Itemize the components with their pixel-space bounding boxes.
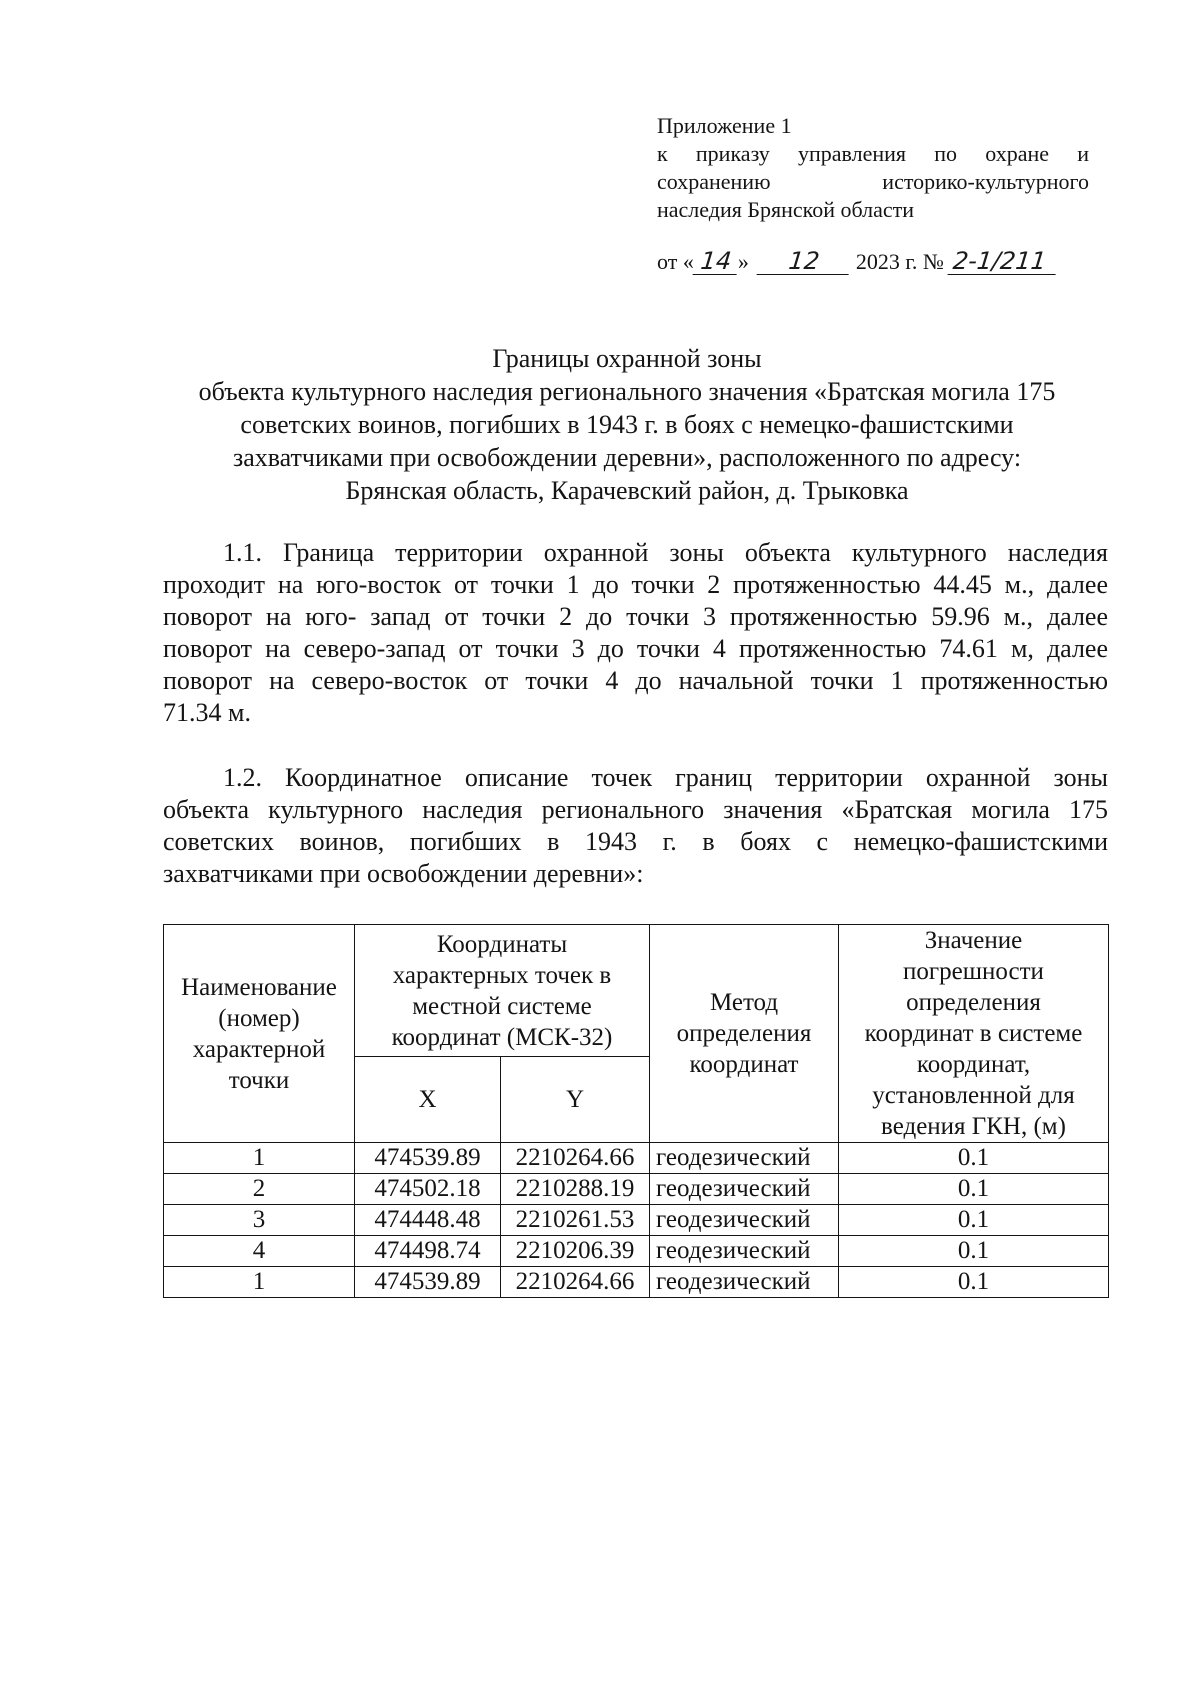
handwritten-day: 14 (692, 248, 739, 275)
cell-y: 2210264.66 (501, 1267, 650, 1298)
cell-point: 1 (164, 1267, 355, 1298)
cell-method: геодезический (650, 1205, 839, 1236)
paragraph-line: поворот на северо-восток от точки 4 до начальной точки 1 протяженностью (163, 666, 1108, 695)
title-line: советских воинов, погибших в 1943 г. в боях с немецко-фашистскими (240, 410, 1014, 439)
date-year: 2023 г. № (855, 249, 944, 274)
cell-y: 2210264.66 (501, 1143, 650, 1174)
paragraph-line: советских воинов, погибших в 1943 г. в боях с немецко-фашистскими (163, 827, 1108, 856)
cell-error: 0.1 (839, 1143, 1109, 1174)
paragraph-1-2 (163, 762, 1108, 890)
cell-x: 474498.74 (355, 1236, 501, 1267)
order-date-line (657, 248, 1057, 276)
header-y: Y (501, 1057, 650, 1143)
header-method: Метод определения координат (650, 925, 839, 1143)
handwritten-month: 12 (757, 248, 852, 275)
paragraph-line: проходит на юго-восток от точки 1 до точки 2 протяженностью 44.45 м., далее (163, 570, 1108, 599)
paragraph-line: 1.1. Граница территории охранной зоны объекта культурного наследия (223, 538, 1108, 567)
title-line: захватчиками при освобождении деревни», расположенного по адресу: (232, 443, 1022, 472)
title-line: Границы охранной зоны (492, 344, 762, 373)
table-row (164, 1236, 1109, 1267)
cell-x: 474448.48 (355, 1205, 501, 1236)
cell-error: 0.1 (839, 1205, 1109, 1236)
paragraph-line: 1.2. Координатное описание точек границ территории охранной зоны (223, 763, 1108, 792)
header-x: X (355, 1057, 501, 1143)
cell-method: геодезический (650, 1267, 839, 1298)
cell-method: геодезический (650, 1236, 839, 1267)
cell-point: 2 (164, 1174, 355, 1205)
appendix-order-line: наследия Брянской области (657, 197, 915, 222)
cell-point: 4 (164, 1236, 355, 1267)
cell-error: 0.1 (839, 1267, 1109, 1298)
paragraph-1-1 (163, 537, 1108, 729)
handwritten-order-number: 2-1/211 (948, 248, 1059, 275)
cell-method: геодезический (650, 1143, 839, 1174)
table-row (164, 1267, 1109, 1298)
paragraph-line: объекта культурного наследия регионального значения «Братская могила 175 (163, 795, 1108, 824)
paragraph-line: поворот на северо-запад от точки 3 до точки 4 протяженностью 74.61 м, далее (163, 634, 1108, 663)
cell-x: 474539.89 (355, 1267, 501, 1298)
paragraph-line: 71.34 м. (163, 698, 251, 727)
coordinates-table (163, 924, 1109, 1298)
paragraph-line: захватчиками при освобождении деревни»: (163, 859, 644, 888)
header-coordinates: Координаты характерных точек в местной системе координат (МСК-32) (355, 925, 650, 1057)
table-row (164, 1205, 1109, 1236)
cell-y: 2210261.53 (501, 1205, 650, 1236)
cell-x: 474539.89 (355, 1143, 501, 1174)
table-row (164, 1174, 1109, 1205)
title-line: Брянская область, Карачевский район, д. Трыковка (345, 476, 909, 505)
cell-y: 2210206.39 (501, 1236, 650, 1267)
paragraph-line: поворот на юго- запад от точки 2 до точки 3 протяженностью 59.96 м., далее (163, 602, 1108, 631)
header-point-name: Наименование (номер) характерной точки (164, 925, 355, 1143)
appendix-title: Приложение 1 (657, 113, 792, 138)
table-row (164, 1143, 1109, 1174)
cell-y: 2210288.19 (501, 1174, 650, 1205)
appendix-order-line: сохранению историко-культурного (657, 169, 1089, 194)
cell-point: 1 (164, 1143, 355, 1174)
cell-point: 3 (164, 1205, 355, 1236)
document-title (150, 342, 1104, 507)
appendix-header (657, 112, 1089, 224)
date-prefix: от « (657, 249, 694, 274)
header-error: Значение погрешности определения координат в системе координат, установленной для ведения ГКН, (м) (839, 925, 1109, 1143)
cell-error: 0.1 (839, 1236, 1109, 1267)
appendix-order-line: к приказу управления по охране и (657, 141, 1089, 166)
date-mid: » (737, 249, 749, 274)
cell-method: геодезический (650, 1174, 839, 1205)
title-line: объекта культурного наследия регионального значения «Братская могила 175 (198, 377, 1056, 406)
cell-x: 474502.18 (355, 1174, 501, 1205)
cell-error: 0.1 (839, 1174, 1109, 1205)
